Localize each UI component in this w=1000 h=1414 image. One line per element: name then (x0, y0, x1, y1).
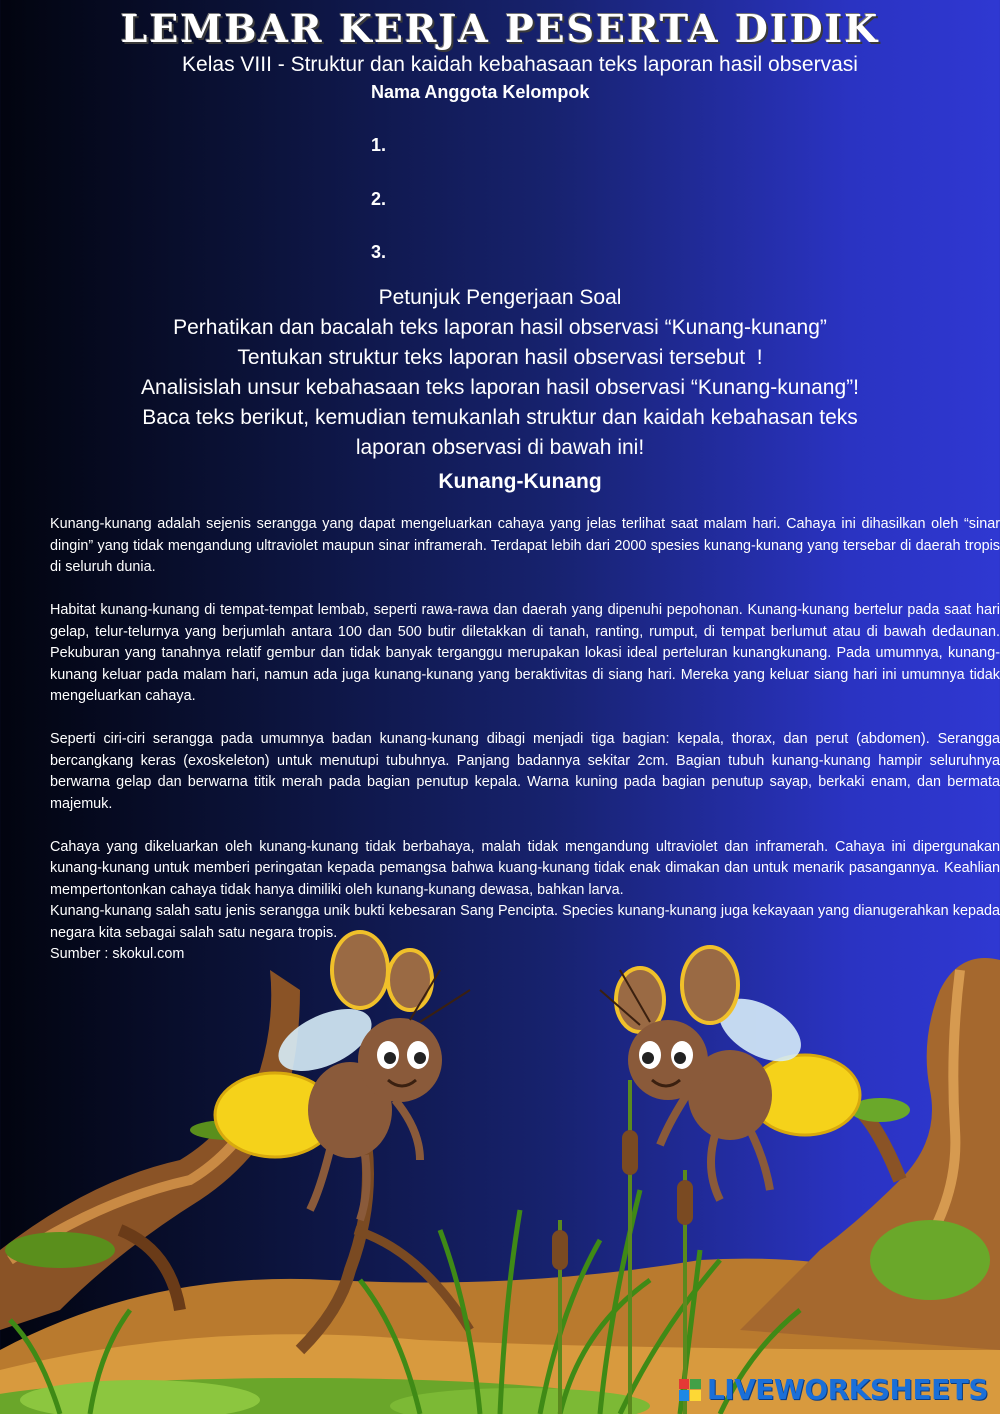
story-paragraph: Habitat kunang-kunang di tempat-tempat lembab, seperti rawa-rawa dan daerah yang dipenuhi pepohonan. Kunang-kunang bertelur pada saat hari gelap, telur-telurnya yang berjumlah antara 100 dan 500 butir diletakkan di tanah, ranting, rumput, di tempat berlumut atau di bawah dedaunan. Pekuburan yang tanahnya relatif gembur dan tidak banyak terganggu merupakan lokasi ideal perteluran kunangkunang. Pada umumnya, kunang-kunang keluar pada malam hari, namun ada juga kunang-kunang yang beraktivitas di siang hari. Mereka yang keluar siang hari ini umumnya tidak mengeluarkan cahaya. (50, 602, 1000, 704)
group-members-label: Nama Anggota Kelompok (371, 82, 590, 102)
instructions-block (0, 283, 1000, 463)
story-paragraph: Seperti ciri-ciri serangga pada umumnya badan kunang-kunang dibagi menjadi tiga bagian: kepala, thorax, dan perut (abdomen). Serangga bercangkang keras (exoskeleton) untuk menutupi tubuhnya. Panjang badannya sekitar 2cm. Bagian tubuh kunang-kunang hampir seluruhnya berwarna gelap dan berwarna titik merah pada bagian penutup kepala. Warna kuning pada bagian penutup sayap, berkaki enam, dan bermata majemuk. (50, 731, 1000, 812)
member-number-3: 3. (371, 242, 387, 262)
story-title: Kunang-Kunang (438, 470, 602, 493)
instructions-heading: Petunjuk Pengerjaan Soal (378, 286, 622, 309)
story-body (50, 514, 1000, 966)
worksheet-subtitle: Kelas VIII - Struktur dan kaidah kebahasaan teks laporan hasil observasi (182, 53, 858, 76)
worksheet-title: LEMBAR KERJA PESERTA DIDIK (120, 6, 880, 51)
member-number-2: 2. (371, 189, 387, 209)
instruction-line: Perhatikan dan bacalah teks laporan hasil observasi “Kunang-kunang” (173, 316, 827, 339)
instruction-line: Tentukan struktur teks laporan hasil observasi tersebut ! (237, 346, 763, 369)
story-source: Sumber : skokul.com (50, 946, 185, 962)
instruction-line: Analisislah unsur kebahasaan teks laporan hasil observasi “Kunang-kunang”! (141, 376, 859, 399)
instruction-line: Baca teks berikut, kemudian temukanlah struktur dan kaidah kebahasan teks (142, 406, 858, 429)
story-paragraph: Kunang-kunang salah satu jenis serangga unik bukti kebesaran Sang Pencipta. Species kunang-kunang juga kekayaan yang dianugerahkan kepada negara kita sebagai salah satu negara tropis. (50, 903, 1000, 941)
member-number-1: 1. (371, 135, 387, 155)
story-paragraph: Kunang-kunang adalah sejenis serangga yang dapat mengeluarkan cahaya yang jelas terlihat saat malam hari. Cahaya ini dihasilkan oleh “sinar dingin” yang tidak mengandung ultraviolet maupun sinar inframerah. Terdapat lebih dari 2000 spesies kunang-kunang yang tersebar di daerah tropis di seluruh dunia. (50, 516, 1000, 575)
fireflies-swamp-illustration (0, 930, 1000, 1414)
liveworksheets-watermark (679, 1373, 988, 1406)
instruction-line: laporan observasi di bawah ini! (355, 436, 645, 459)
story-paragraph: Cahaya yang dikeluarkan oleh kunang-kunang tidak berbahaya, malah tidak mengandung ultraviolet dan inframerah. Cahaya ini dipergunakan kunang-kunang untuk memberi peringatan kepada pemangsa bahwa kuang-kunang tidak enak dimakan dan untuk menarik pasangannya. Keahlian mempertontonkan cahaya tidak hanya dimiliki oleh kunang-kunang dewasa, bahkan larva. (50, 838, 1000, 898)
liveworksheets-logo-icon (679, 1379, 701, 1401)
liveworksheets-brand: LIVEWORKSHEETS (706, 1373, 988, 1406)
